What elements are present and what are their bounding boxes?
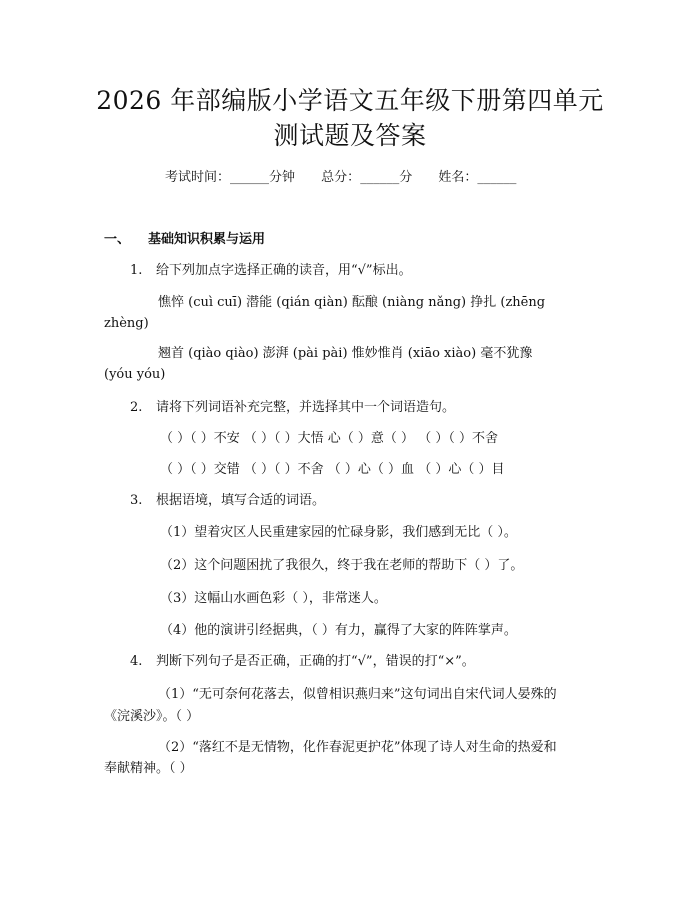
time-label: 考试时间： bbox=[165, 170, 231, 185]
time-blank: ______ bbox=[230, 170, 270, 185]
section-marker: 一、 bbox=[104, 232, 131, 247]
question-number: 1. bbox=[130, 263, 143, 278]
question-3 bbox=[130, 491, 325, 511]
section-title: 基础知识积累与运用 bbox=[148, 232, 266, 247]
question-number: 3. bbox=[130, 493, 143, 508]
q4-item-2b: 奉献精神。（ ） bbox=[104, 761, 193, 776]
name-label: 姓名： bbox=[438, 170, 478, 185]
question-4 bbox=[130, 652, 475, 672]
q3-item-4: （4）他的演讲引经据典，（ ）有力，赢得了大家的阵阵掌声。 bbox=[160, 623, 517, 638]
time-unit: 分钟 bbox=[269, 170, 296, 185]
q2-row-2: （ ）（ ）交错 （ ）（ ）不舍 （ ）心（ ）血 （ ）心（ ）目 bbox=[160, 462, 505, 477]
score-unit: 分 bbox=[399, 170, 413, 185]
q3-item-3: （3）这幅山水画色彩（ ），非常迷人。 bbox=[160, 591, 387, 606]
q3-item-1: （1）望着灾区人民重建家园的忙碌身影，我们感到无比（ ）。 bbox=[160, 525, 517, 540]
q1-row-2b: (yóu yóu) bbox=[104, 367, 166, 382]
page-title-line-2: 测试题及答案 bbox=[273, 121, 427, 150]
question-1 bbox=[130, 261, 412, 281]
score-label: 总分： bbox=[321, 170, 361, 185]
question-text: 根据语境，填写合适的词语。 bbox=[156, 493, 326, 508]
q3-item-2: （2）这个问题困扰了我很久，终于我在老师的帮助下（ ）了。 bbox=[160, 558, 524, 573]
question-text: 给下列加点字选择正确的读音，用“√”标出。 bbox=[156, 263, 412, 278]
q1-row-1b: zhèng) bbox=[104, 316, 149, 331]
section-heading bbox=[104, 230, 265, 250]
q4-item-2a: （2）“落红不是无情物，化作春泥更护花”体现了诗人对生命的热爱和 bbox=[158, 740, 557, 755]
question-number: 2. bbox=[130, 400, 143, 415]
question-text: 判断下列句子是否正确，正确的打“√”，错误的打“×”。 bbox=[156, 654, 475, 669]
q1-row-2a: 翘首 (qiào qiào) 澎湃 (pài pài) 惟妙惟肖 (xiāo xiào) 毫不犹豫 bbox=[158, 346, 533, 361]
question-number: 4. bbox=[130, 654, 143, 669]
score-blank: ______ bbox=[360, 170, 400, 185]
q4-item-1b: 《浣溪沙》。（ ） bbox=[104, 709, 200, 724]
page-title-line-1: 2026 年部编版小学语文五年级下册第四单元 bbox=[96, 86, 604, 115]
question-2 bbox=[130, 398, 455, 418]
q2-row-1: （ ）（ ）不安 （ ）（ ）大悟 心（ ）意（ ） （ ）（ ）不舍 bbox=[160, 431, 498, 446]
name-blank: ______ bbox=[477, 170, 517, 185]
exam-meta bbox=[165, 168, 516, 188]
q1-row-1a: 憔悴 (cuì cuī) 潜能 (qián qiàn) 酝酿 (niàng nǎng) 挣扎 (zhēng bbox=[158, 295, 546, 310]
question-text: 请将下列词语补充完整，并选择其中一个词语造句。 bbox=[156, 400, 456, 415]
q4-item-1a: （1）“无可奈何花落去，似曾相识燕归来”这句词出自宋代词人晏殊的 bbox=[158, 687, 557, 702]
